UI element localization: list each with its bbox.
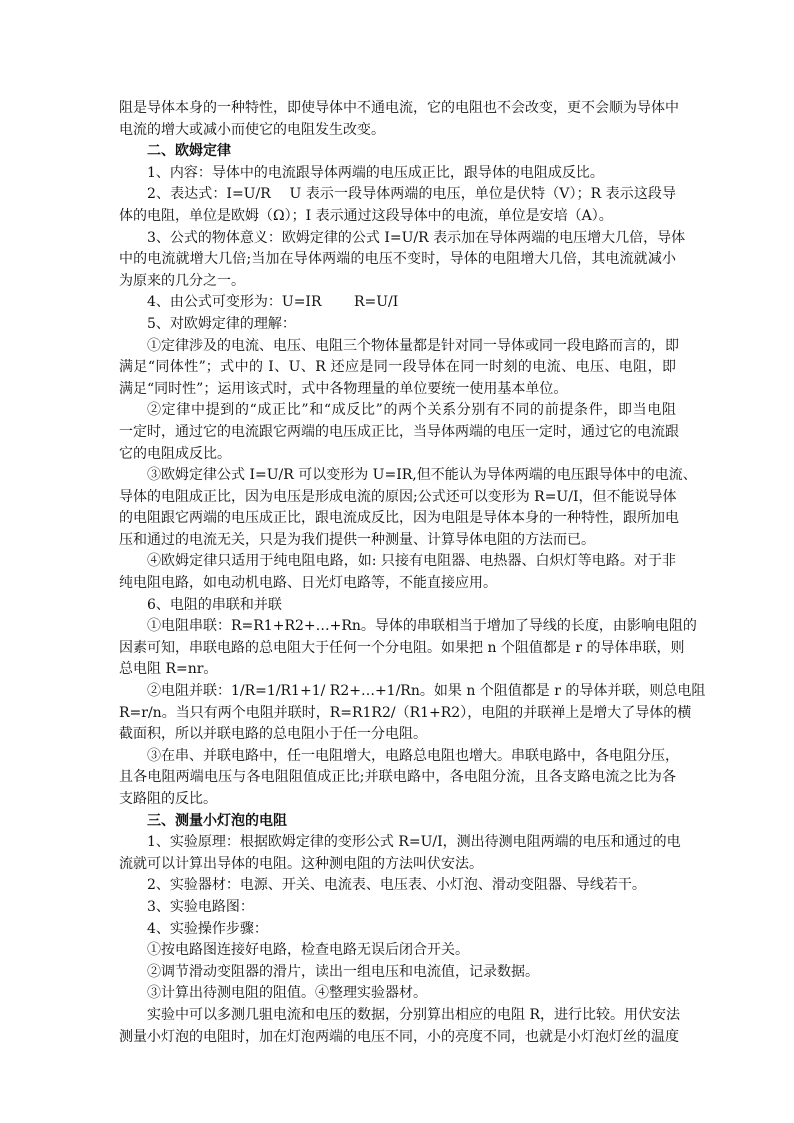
text-line: 满足“同体性”；式中的 I、U、R 还应是同一段导体在同一时刻的电流、电压、电阻，即 bbox=[119, 359, 676, 376]
text-line: ①定律涉及的电流、电压、电阻三个物体量都是针对同一导体或同一段电路而言的，即 bbox=[147, 337, 679, 354]
section-heading: 三、测量小灯泡的电阻 bbox=[147, 812, 287, 829]
text-line: 4、实验操作步骤： bbox=[147, 920, 268, 937]
text-line: 压和通过的电流无关，只是为我们提供一种测量、计算导体电阻的方法而已。 bbox=[119, 531, 595, 548]
section-heading: 二、欧姆定律 bbox=[147, 143, 231, 160]
text-line: 且各电阻两端电压与各电阻阻值成正比;并联电路中，各电阻分流，且各支路电流之比为各 bbox=[119, 769, 676, 786]
text-line: 实验中可以多测几驵电流和电压的数据，分别算出相应的电阻 R，进行比较。用伏安法 bbox=[147, 1006, 680, 1023]
text-line: ④欧姆定律只适用于纯电阻电路，如: 只接有电阻器、电热器、白炽灯等电路。对于非 bbox=[147, 553, 676, 570]
text-line: 3、公式的物体意义：欧姆定律的公式 I=U/R 表示加在导体两端的电压增大几倍，导体 bbox=[147, 229, 686, 246]
text-line: 体的电阻，单位是欧姆（Ω）；I 表示通过这段导体中的电流，单位是安培（A）。 bbox=[119, 207, 613, 224]
text-line: ③在串、并联电路中，任一电阻增大，电路总电阻也增大。串联电路中，各电阻分压， bbox=[147, 747, 679, 764]
text-line: 一定时，通过它的电流跟它两端的电压成正比，当导体两端的电压一定时，通过它的电流跟 bbox=[119, 423, 679, 440]
text-line: 3、实验电路图： bbox=[147, 898, 254, 915]
text-line: ②调节滑动变阻器的滑片，读出一组电压和电流值，记录数据。 bbox=[147, 963, 539, 980]
text-line: ②电阻并联：1/R=1/R1+1/ R2+…+1/Rn。如果 n 个阻值都是 r 的导体并联，则总电阻 bbox=[147, 683, 706, 700]
text-line: 阻是导体本身的一种特性，即使导体中不通电流，它的电阻也不会改变，更不会顺为导体中 bbox=[119, 100, 679, 116]
text-line: 流就可以计算出导体的电阻。这种测电阻的方法叫伏安法。 bbox=[119, 855, 483, 872]
text-line: 截面积，所以并联电路的总电阻小于任一分电阻。 bbox=[119, 726, 427, 743]
text-line: 为原来的几分之一。 bbox=[119, 272, 245, 289]
text-line: 1、实验原理：根据欧姆定律的变形公式 R=U/I，测出待测电阻两端的电压和通过的电 bbox=[147, 834, 681, 851]
text-line: 2、实验器材：电源、开关、电流表、电压表、小灯泡、滑动变阻器、导线若干。 bbox=[147, 877, 646, 894]
text-line: 支路阻的反比。 bbox=[119, 791, 217, 807]
text-line: 测量小灯泡的电阻时，加在灯泡两端的电压不同，小的亮度不同，也就是小灯泡灯丝的温度 bbox=[119, 1028, 679, 1045]
text-line: 5、对欧姆定律的理解： bbox=[147, 315, 296, 332]
text-line: 因素可知，串联电路的总电阻大于任何一个分电阻。如果把 n 个阻值都是 r 的导体串联，则 bbox=[119, 639, 685, 656]
text-line: ①电阻串联：R=R1+R2+…+Rn。导体的串联相当于增加了导线的长度，由影响电阻的 bbox=[147, 618, 697, 635]
text-line: ③计算出待测电阻的阻值。④整理实验器材。 bbox=[147, 985, 427, 1002]
text-line: 6、电阻的串联和并联 bbox=[147, 596, 282, 613]
text-line: 总电阻 R=nr。 bbox=[119, 661, 218, 678]
text-line: ③欧姆定律公式 I=U/R 可以变形为 U=IR,但不能认为导体两端的电压跟导体中的电流、 bbox=[147, 467, 697, 484]
document-body bbox=[119, 98, 706, 1048]
text-line: 4、由公式可变形为：U=IR R=U/I bbox=[147, 294, 399, 311]
text-line: ②定律中提到的“成正比”和“成反比”的两个关系分别有不同的前提条件，即当电阻 bbox=[147, 402, 676, 419]
text-line: 导体的电阻成正比，因为电压是形成电流的原因;公式还可以变形为 R=U/I，但不能说导体 bbox=[119, 488, 677, 505]
text-line: 的电阻跟它两端的电压成正比，跟电流成反比，因为电阻是导体本身的一种特性，跟所加电 bbox=[119, 510, 679, 527]
text-line: ①按电路图连接好电路，检查电路无误后闭合开关。 bbox=[147, 942, 469, 959]
text-line: 电流的增大或减小而使它的电阻发生改变。 bbox=[119, 121, 385, 138]
text-line: R=r/n。当只有两个电阻并联时，R=R1R2/（R1+R2），电阻的并联禅上是增大了导体的横 bbox=[119, 704, 692, 721]
text-line: 中的电流就增大几倍;当加在导体两端的电压不变时，导体的电阻增大几倍，其电流就减小 bbox=[119, 251, 676, 268]
text-line: 纯电阻电路，如电动机电路、日光灯电路等，不能直接应用。 bbox=[119, 575, 497, 592]
text-line: 它的电阻成反比。 bbox=[119, 445, 231, 462]
text-line: 满足“同时性”；运用该式时，式中各物理量的单位要统一使用基本单位。 bbox=[119, 380, 568, 397]
text-line: 2、表达式：I=U/R U 表示一段导体两端的电压，单位是伏特（V）；R 表示这段导 bbox=[147, 186, 676, 203]
text-line: 1、内容：导体中的电流跟导体两端的电压成正比，跟导体的电阻成反比。 bbox=[147, 164, 604, 181]
